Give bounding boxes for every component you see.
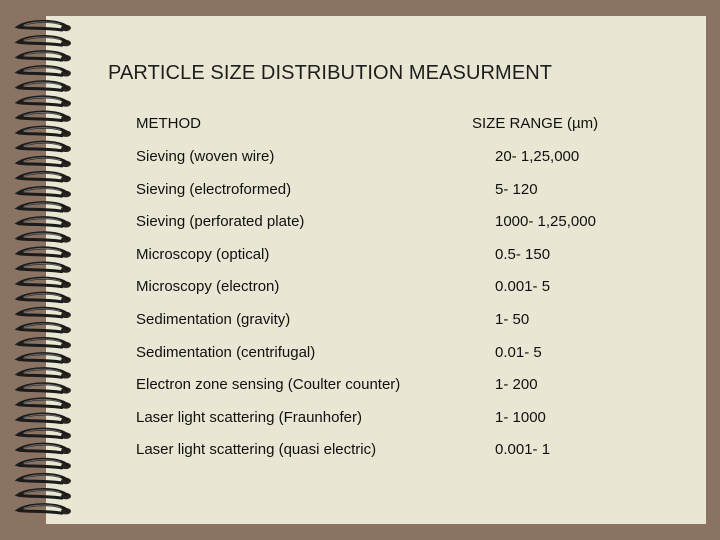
table-row	[0, 148, 720, 170]
table-row	[0, 278, 720, 300]
binding-ring	[18, 82, 71, 92]
size-range-cell: 1- 1000	[495, 408, 546, 426]
method-cell: Sieving (woven wire)	[136, 148, 275, 165]
binding-ring	[18, 203, 71, 213]
method-cell: Sedimentation (centrifugal)	[136, 343, 316, 361]
size-range-cell: 0.01- 5	[495, 343, 542, 361]
method-cell: Sedimentation (gravity)	[136, 311, 291, 328]
binding-ring	[18, 399, 71, 409]
table-row	[0, 311, 720, 333]
size-range-cell: 5- 120	[495, 180, 538, 198]
size-range-cell: 1- 200	[495, 376, 538, 394]
method-cell: Laser light scattering (Fraunhofer)	[136, 408, 362, 426]
binding-ring	[18, 21, 71, 31]
column-header-method: METHOD	[136, 115, 201, 132]
binding-ring	[18, 127, 71, 137]
table-row	[0, 213, 720, 235]
size-range-cell: 0.5- 150	[495, 245, 551, 263]
method-cell: Microscopy (optical)	[136, 245, 270, 263]
size-range-cell: 0.001- 5	[495, 278, 551, 296]
table-row	[0, 376, 720, 398]
binding-ring	[18, 52, 71, 62]
column-header-size-range: SIZE RANGE (µm)	[472, 115, 599, 132]
binding-ring	[18, 112, 71, 122]
binding-ring	[18, 474, 71, 484]
binding-ring	[18, 67, 71, 77]
size-range-cell: 20- 1,25,000	[495, 148, 580, 165]
table-row	[0, 246, 720, 268]
binding-ring	[18, 97, 71, 107]
method-cell: Sieving (electroformed)	[136, 180, 292, 198]
method-cell: Sieving (perforated plate)	[136, 213, 305, 231]
method-cell: Laser light scattering (quasi electric)	[136, 441, 377, 459]
table-row	[0, 344, 720, 366]
table-row	[0, 181, 720, 203]
page-title: PARTICLE SIZE DISTRIBUTION MEASURMENT	[108, 62, 553, 84]
binding-ring	[18, 36, 71, 46]
table-row	[0, 441, 720, 463]
table-row	[0, 409, 720, 431]
size-range-cell: 1000- 1,25,000	[495, 213, 596, 231]
binding-ring	[18, 505, 71, 515]
method-cell: Electron zone sensing (Coulter counter)	[136, 376, 401, 394]
size-range-cell: 0.001- 1	[495, 441, 551, 459]
binding-ring	[18, 489, 71, 499]
size-range-cell: 1- 50	[495, 311, 530, 328]
method-cell: Microscopy (electron)	[136, 278, 280, 296]
